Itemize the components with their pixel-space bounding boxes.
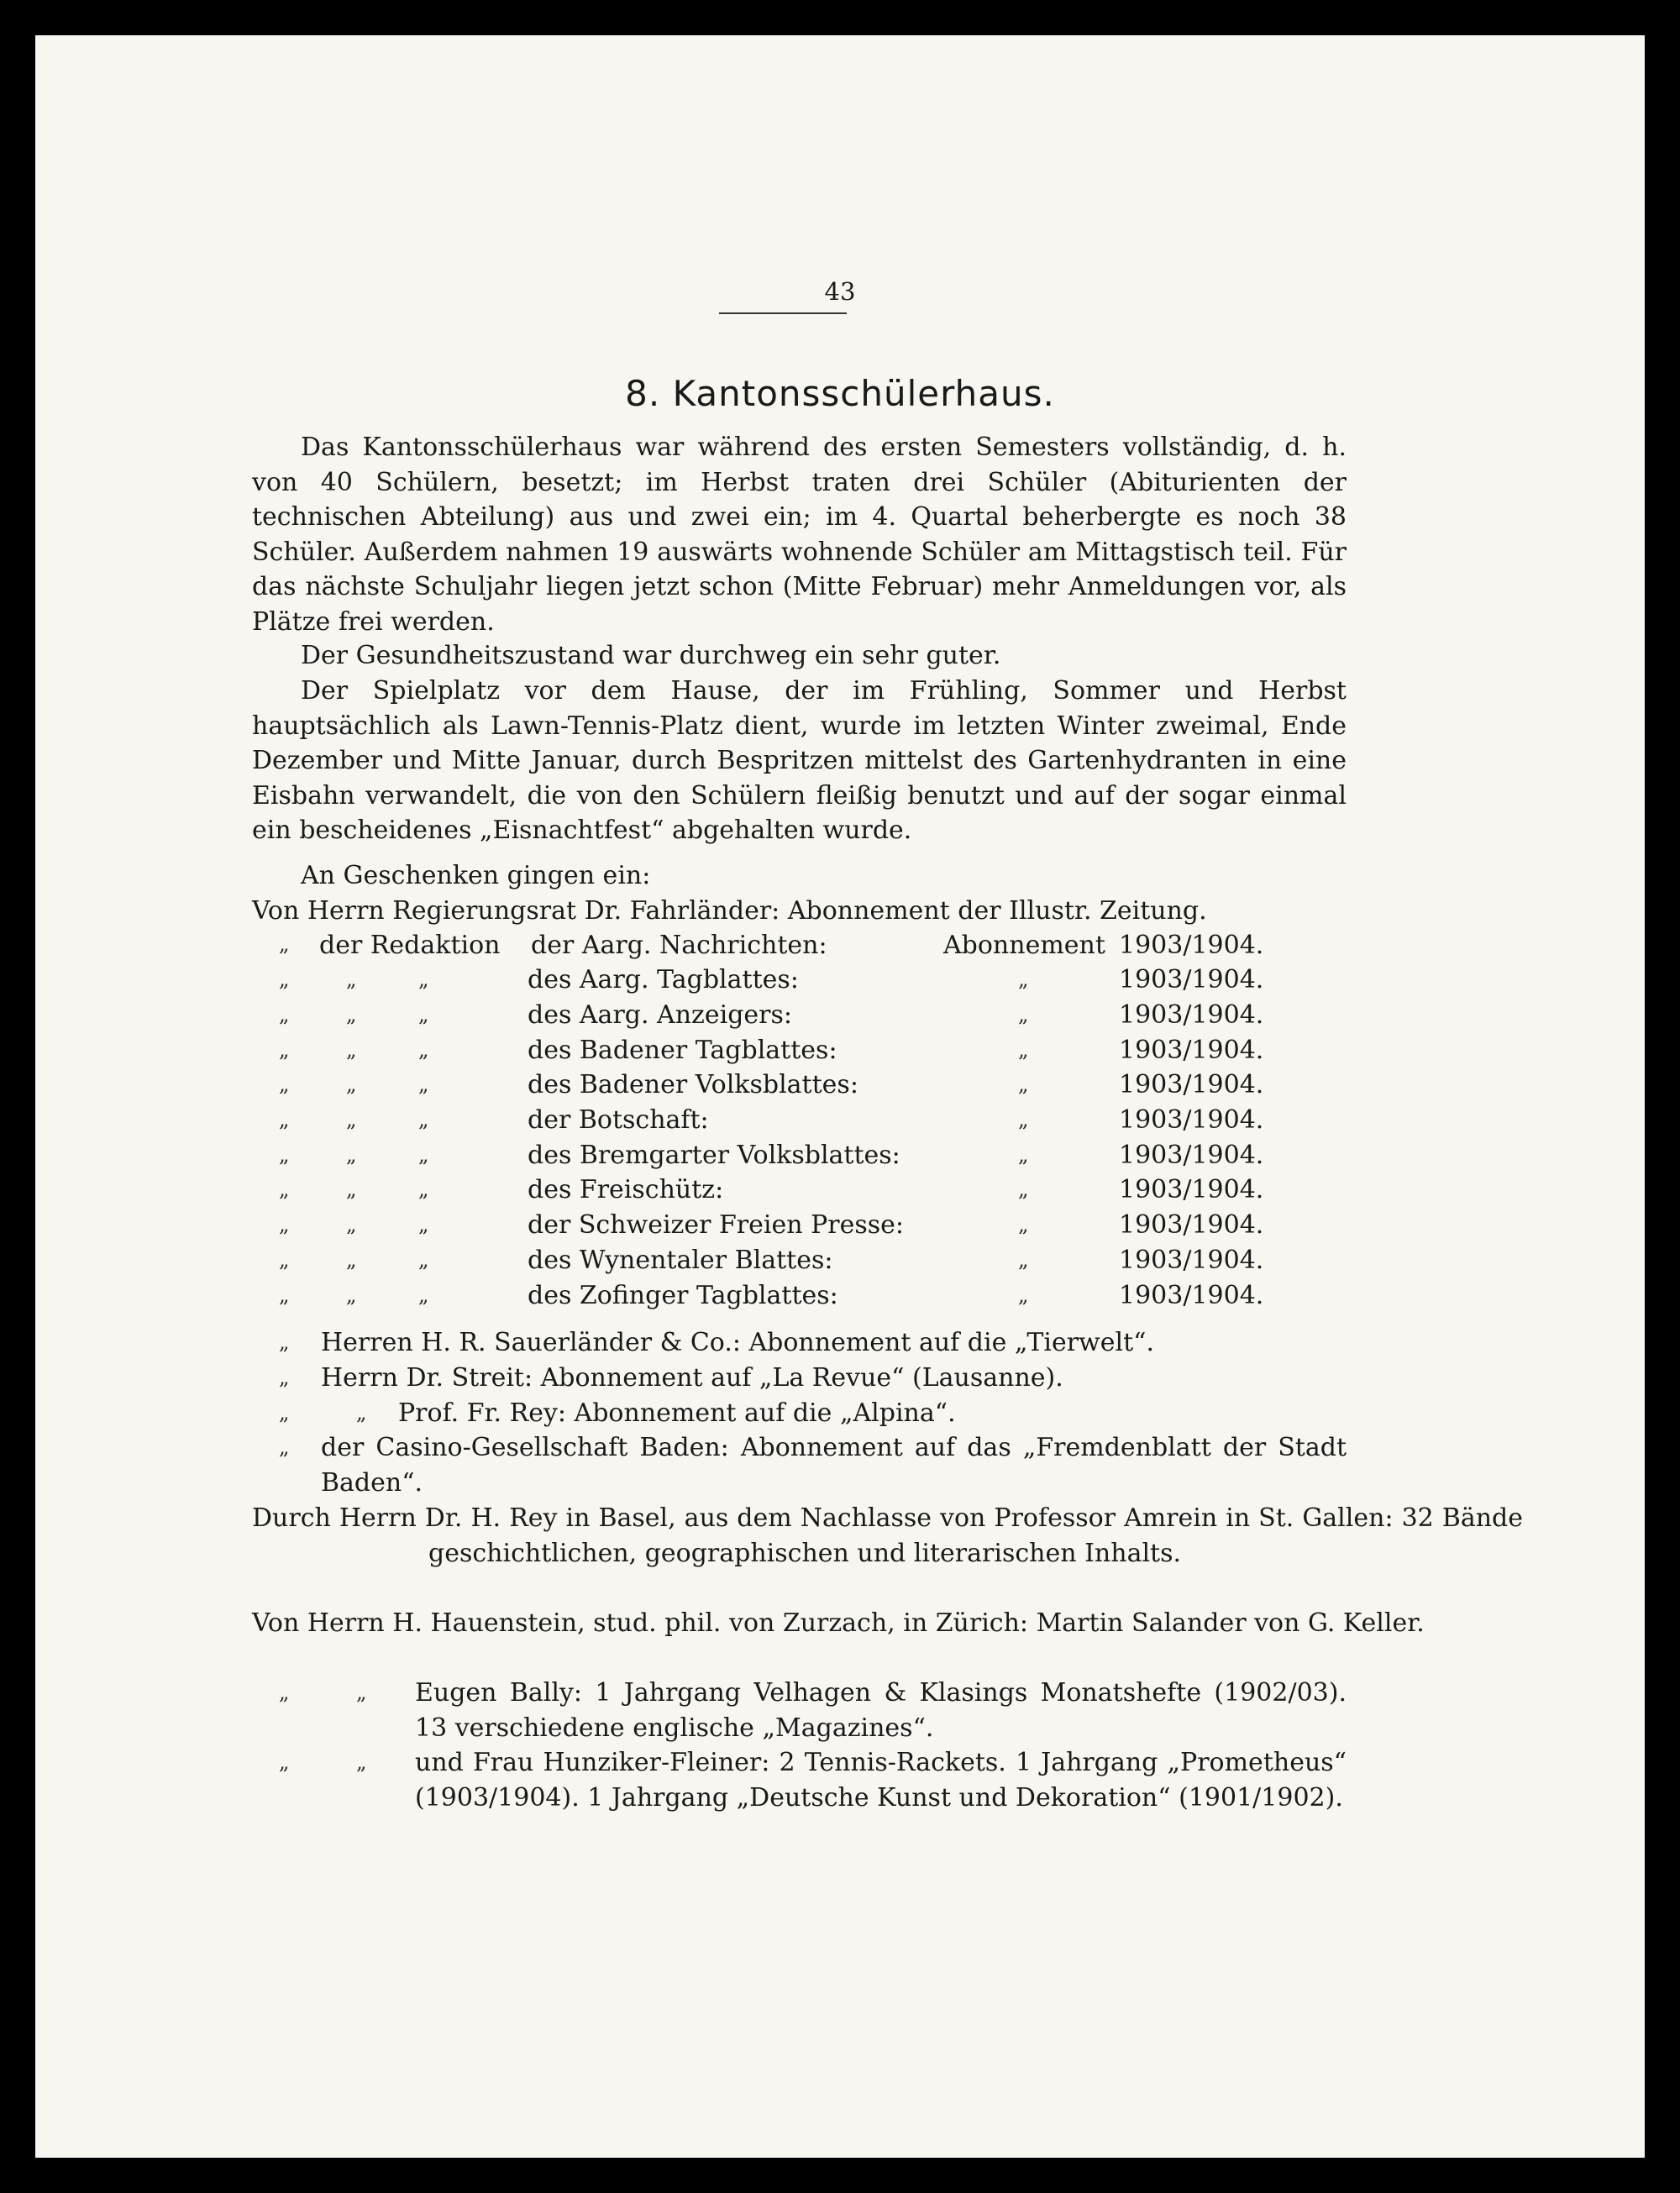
newspaper-name: der Schweizer Freien Presse: [528, 1210, 905, 1240]
newspaper-name: des Badener Tagblattes: [528, 1036, 837, 1065]
ditto-mark: „ [418, 1283, 429, 1307]
ditto-mark: „ [279, 1143, 290, 1167]
gift-entry-bally: Eugen Bally: 1 Jahrgang Velhagen & Klasings Monatshefte (1902/03). 13 verschiedene englische „Magazines“. [415, 1678, 1347, 1743]
ditto-mark: „ [356, 1750, 367, 1774]
gift-entry-streit: Herrn Dr. Streit: Abonnement auf „La Revue“ (Lausanne). [321, 1363, 1063, 1393]
ditto-mark: „ [1018, 1073, 1029, 1096]
newspaper-name: des Zofinger Tagblattes: [528, 1281, 838, 1310]
newspaper-name: der Botschaft: [528, 1105, 709, 1135]
newspaper-name: des Aarg. Anzeigers: [528, 1000, 792, 1030]
newspaper-year: 1903/1904. [1119, 1141, 1264, 1170]
ditto-mark: „ [418, 1178, 429, 1201]
ditto-mark: „ [279, 1108, 290, 1131]
ditto-mark: „ [346, 1038, 357, 1062]
newspaper-year: 1903/1904. [1119, 1210, 1264, 1240]
paragraph-occupancy: Das Kantonsschülerhaus war während des ersten Semesters vollständig, d. h. von 40 Schülern, besetzt; im Herbst traten drei Schüler (Abiturienten der technischen Abteilung) aus und zwei ein; im 4. Quartal beherbergte es noch 38 Schüler. Außerdem nahmen 19 auswärts wohnende Schüler am Mittagstisch teil. Für das nächste Schuljahr liegen jetzt schon (Mitte Februar) mehr Anmeldungen vor, als Plätze frei werden. [252, 433, 1347, 637]
ditto-mark: „ [418, 1073, 429, 1096]
ditto-mark: „ [356, 1681, 367, 1704]
ditto-mark: „ [346, 1283, 357, 1307]
ditto-mark: „ [279, 1213, 290, 1236]
newspaper-year: 1903/1904. [1119, 931, 1264, 960]
gift-entry-casino [321, 1430, 1347, 1500]
newspaper-year: 1903/1904. [1119, 1281, 1264, 1310]
ditto-mark: „ [346, 1108, 357, 1131]
ditto-mark: „ [346, 1213, 357, 1236]
page-number-rule [719, 312, 847, 314]
ditto-mark: „ [418, 1213, 429, 1236]
ditto-mark: „ [346, 1248, 357, 1272]
ditto-mark: „ [279, 1750, 290, 1774]
ditto-mark: „ [279, 1003, 290, 1026]
ditto-mark: „ [279, 1073, 290, 1096]
newspaper-year: 1903/1904. [1119, 1246, 1264, 1275]
newspaper-name: des Aarg. Tagblattes: [528, 965, 799, 994]
gift-entry-nachlass: Durch Herrn Dr. H. Rey in Basel, aus dem Nachlasse von Professor Amrein in St. Gallen: 32 Bände geschichtlichen, geographischen und literarischen Inhalts. [252, 1503, 1523, 1568]
ditto-mark: „ [1018, 1143, 1029, 1167]
ditto-mark: „ [1018, 968, 1029, 991]
ditto-mark: „ [279, 968, 290, 991]
ditto-mark: „ [418, 1038, 429, 1062]
ditto-mark: „ [279, 1178, 290, 1201]
ditto-mark: „ [346, 1143, 357, 1167]
ditto-mark: „ [279, 1038, 290, 1062]
ditto-mark: „ [1018, 1178, 1029, 1201]
redaktion-label: der Redaktion [319, 931, 501, 960]
ditto-mark: „ [1018, 1003, 1029, 1026]
paragraph-gifts-intro: An Geschenken gingen ein: [301, 861, 651, 890]
newspaper-year: 1903/1904. [1119, 1070, 1264, 1099]
ditto-mark: „ [1018, 1248, 1029, 1272]
gift-entry-rey: Prof. Fr. Rey: Abonnement auf die „Alpina“. [398, 1398, 956, 1428]
ditto-mark: „ [279, 932, 290, 956]
newspaper-name: des Bremgarter Volksblattes: [528, 1141, 900, 1170]
ditto-mark: „ [346, 968, 357, 991]
gift-entry-sauerlaender: Herren H. R. Sauerländer & Co.: Abonnement auf die „Tierwelt“. [321, 1328, 1155, 1357]
ditto-mark: „ [279, 1401, 290, 1424]
newspaper-name: des Wynentaler Blattes: [528, 1246, 833, 1275]
page-number: 43 [824, 277, 856, 306]
newspaper-year: 1903/1904. [1119, 1000, 1264, 1030]
ditto-mark: „ [346, 1178, 357, 1201]
document-page [35, 35, 1645, 2158]
ditto-mark: „ [279, 1681, 290, 1704]
ditto-mark: „ [418, 1108, 429, 1131]
newspaper-name: des Badener Volksblattes: [528, 1070, 858, 1099]
paragraph-playground: Der Spielplatz vor dem Hause, der im Frühling, Sommer und Herbst hauptsächlich als Lawn-Tennis-Platz dient, wurde im letzten Winter zweimal, Ende Dezember und Mitte Januar, durch Bespritzen mittelst des Gartenhydranten in eine Eisbahn verwandelt, die von den Schülern fleißig benutzt und auf der sogar einmal ein bescheidenes „Eisnachtfest“ abgehalten wurde. [252, 676, 1347, 845]
section-heading: 8. Kantonsschülerhaus. [625, 373, 1055, 414]
newspaper-year: 1903/1904. [1119, 1105, 1264, 1135]
ditto-mark: „ [418, 968, 429, 991]
ditto-mark: „ [418, 1003, 429, 1026]
ditto-mark: „ [1018, 1213, 1029, 1236]
ditto-mark: „ [346, 1073, 357, 1096]
newspaper-year: 1903/1904. [1119, 1036, 1264, 1065]
ditto-mark: „ [418, 1248, 429, 1272]
newspaper-year: 1903/1904. [1119, 1175, 1264, 1204]
ditto-mark: „ [346, 1003, 357, 1026]
ditto-mark: „ [418, 1143, 429, 1167]
ditto-mark: „ [279, 1435, 290, 1459]
gift-entry-casino-text: der Casino-Gesellschaft Baden: Abonnement auf das „Fremdenblatt der Stadt Baden“. [321, 1433, 1347, 1498]
gift-entry-regierungsrat: Von Herrn Regierungsrat Dr. Fahrländer: Abonnement der Illustr. Zeitung. [252, 896, 1207, 926]
ditto-mark: „ [279, 1330, 290, 1354]
ditto-mark: „ [279, 1248, 290, 1272]
abonnement-label: Abonnement [943, 931, 1105, 960]
ditto-mark: „ [279, 1366, 290, 1389]
paragraph-health: Der Gesundheitszustand war durchweg ein sehr guter. [301, 641, 1001, 670]
gift-entry-hunziker: und Frau Hunziker-Fleiner: 2 Tennis-Rackets. 1 Jahrgang „Prometheus“ (1903/1904). 1 Jahrgang „Deutsche Kunst und Dekoration“ (1901/1902). [415, 1748, 1347, 1813]
newspaper-year: 1903/1904. [1119, 965, 1264, 994]
ditto-mark: „ [279, 1283, 290, 1307]
ditto-mark: „ [1018, 1108, 1029, 1131]
ditto-mark: „ [356, 1401, 367, 1424]
newspaper-name: des Freischütz: [528, 1175, 724, 1204]
ditto-mark: „ [1018, 1038, 1029, 1062]
newspaper-name: der Aarg. Nachrichten: [531, 931, 827, 960]
ditto-mark: „ [1018, 1283, 1029, 1307]
gift-entry-hauenstein: Von Herrn H. Hauenstein, stud. phil. von Zurzach, in Zürich: Martin Salander von G. Keller. [252, 1608, 1425, 1638]
